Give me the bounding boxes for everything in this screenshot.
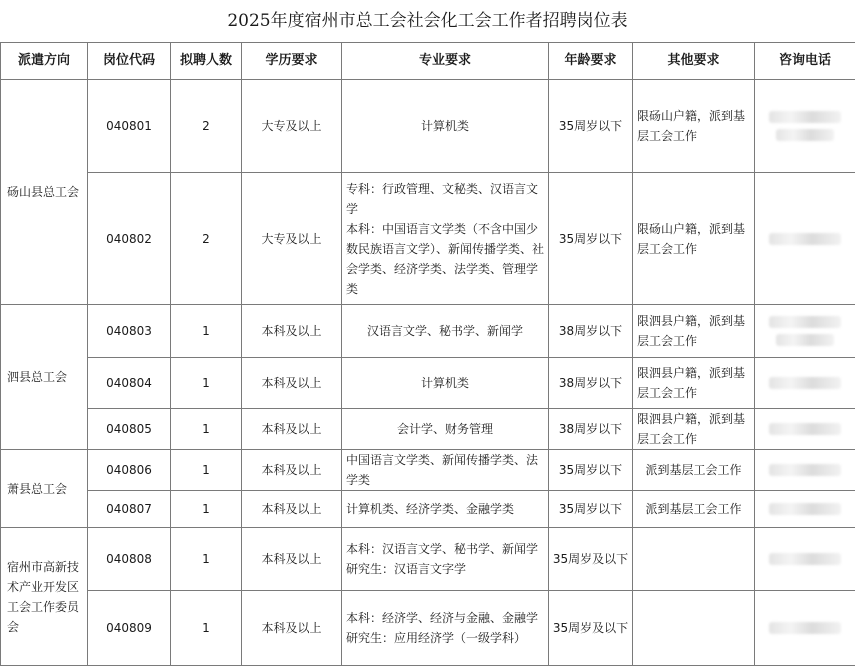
- cell-age: 38周岁以下: [549, 358, 633, 409]
- table-row: [1, 528, 855, 591]
- table-row: [1, 173, 855, 305]
- table-row: [1, 450, 855, 491]
- cell-phone-redacted: [755, 358, 855, 409]
- header-edu: 学历要求: [242, 43, 342, 80]
- cell-age: 38周岁以下: [549, 305, 633, 358]
- table-row: [1, 305, 855, 358]
- cell-phone-redacted: [755, 173, 855, 305]
- cell-other: 限砀山户籍，派到基层工会工作: [633, 80, 755, 173]
- cell-count: 1: [171, 358, 242, 409]
- cell-count: 1: [171, 450, 242, 491]
- cell-count: 1: [171, 591, 242, 666]
- cell-other: 限泗县户籍，派到基层工会工作: [633, 358, 755, 409]
- cell-edu: 大专及以上: [242, 80, 342, 173]
- cell-major: [342, 409, 549, 450]
- cell-count: 1: [171, 528, 242, 591]
- unit-xiaoxian: 萧县总工会: [1, 450, 88, 528]
- cell-edu: 本科及以上: [242, 591, 342, 666]
- redacted-phone: [769, 553, 841, 565]
- cell-other: 派到基层工会工作: [633, 491, 755, 528]
- cell-phone-redacted: [755, 80, 855, 173]
- redacted-phone: [776, 334, 834, 346]
- cell-other: [633, 591, 755, 666]
- redacted-phone: [769, 233, 841, 245]
- cell-edu: 大专及以上: [242, 173, 342, 305]
- cell-count: 1: [171, 409, 242, 450]
- header-other: 其他要求: [633, 43, 755, 80]
- major-line: 本科：中国语言文学类（不含中国少数民族语言文学）、新闻传播学类、社会学类、经济学类、法学类、管理学类: [346, 219, 546, 299]
- table-row: [1, 409, 855, 450]
- major-line: 本科：经济学、经济与金融、金融学: [346, 608, 546, 628]
- cell-code: 040805: [88, 409, 171, 450]
- major-line: 本科：汉语言文学、秘书学、新闻学: [346, 539, 546, 559]
- cell-phone-redacted: [755, 528, 855, 591]
- cell-edu: 本科及以上: [242, 409, 342, 450]
- cell-code: 040804: [88, 358, 171, 409]
- cell-edu: 本科及以上: [242, 491, 342, 528]
- unit-dangshan: 砀山县总工会: [1, 80, 88, 305]
- cell-age: 35周岁以下: [549, 173, 633, 305]
- cell-count: 1: [171, 491, 242, 528]
- major-line: 汉语言文学、秘书学、新闻学: [342, 321, 548, 341]
- header-code: 岗位代码: [88, 43, 171, 80]
- unit-sixian: 泗县总工会: [1, 305, 88, 450]
- cell-edu: 本科及以上: [242, 528, 342, 591]
- cell-age: 35周岁以下: [549, 491, 633, 528]
- header-row: [1, 43, 855, 80]
- cell-other: 限泗县户籍，派到基层工会工作: [633, 305, 755, 358]
- major-line: 研究生：应用经济学（一级学科）: [346, 628, 546, 648]
- cell-other: 派到基层工会工作: [633, 450, 755, 491]
- cell-major: [342, 305, 549, 358]
- table-row: [1, 358, 855, 409]
- redacted-phone: [776, 129, 834, 141]
- major-line: 会计学、财务管理: [342, 419, 548, 439]
- cell-major: [342, 173, 549, 305]
- header-phone: 咨询电话: [755, 43, 855, 80]
- cell-edu: 本科及以上: [242, 358, 342, 409]
- redacted-phone: [769, 423, 841, 435]
- major-line: 计算机类: [342, 373, 548, 393]
- cell-phone-redacted: [755, 491, 855, 528]
- cell-edu: 本科及以上: [242, 305, 342, 358]
- redacted-phone: [769, 111, 841, 123]
- header-count: 拟聘人数: [171, 43, 242, 80]
- cell-code: 040808: [88, 528, 171, 591]
- cell-major: [342, 358, 549, 409]
- cell-code: 040809: [88, 591, 171, 666]
- header-age: 年龄要求: [549, 43, 633, 80]
- cell-major: [342, 591, 549, 666]
- header-unit: 派遣方向: [1, 43, 88, 80]
- cell-major: [342, 80, 549, 173]
- major-line: 计算机类、经济学类、金融学类: [346, 499, 546, 519]
- cell-age: 35周岁以下: [549, 80, 633, 173]
- major-line: 中国语言文学类、新闻传播学类、法学类: [346, 450, 546, 490]
- cell-major: [342, 450, 549, 491]
- cell-other: [633, 528, 755, 591]
- redacted-phone: [769, 316, 841, 328]
- header-major: 专业要求: [342, 43, 549, 80]
- cell-major: [342, 528, 549, 591]
- cell-code: 040803: [88, 305, 171, 358]
- redacted-phone: [769, 464, 841, 476]
- major-line: 专科：行政管理、文秘类、汉语言文学: [346, 179, 546, 219]
- cell-other: 限泗县户籍，派到基层工会工作: [633, 409, 755, 450]
- redacted-phone: [769, 503, 841, 515]
- table-row: [1, 491, 855, 528]
- cell-age: 35周岁及以下: [549, 528, 633, 591]
- cell-age: 35周岁以下: [549, 450, 633, 491]
- major-line: 研究生：汉语言文字学: [346, 559, 546, 579]
- cell-other: 限砀山户籍，派到基层工会工作: [633, 173, 755, 305]
- cell-age: 38周岁以下: [549, 409, 633, 450]
- cell-phone-redacted: [755, 409, 855, 450]
- cell-edu: 本科及以上: [242, 450, 342, 491]
- table-row: [1, 80, 855, 173]
- major-line: 计算机类: [342, 116, 548, 136]
- unit-gaoxin: 宿州市高新技术产业开发区工会工作委员会: [1, 528, 88, 666]
- cell-code: 040807: [88, 491, 171, 528]
- cell-code: 040801: [88, 80, 171, 173]
- cell-code: 040802: [88, 173, 171, 305]
- recruitment-table: [0, 42, 855, 666]
- cell-age: 35周岁及以下: [549, 591, 633, 666]
- table-row: [1, 591, 855, 666]
- cell-code: 040806: [88, 450, 171, 491]
- cell-count: 2: [171, 80, 242, 173]
- cell-count: 2: [171, 173, 242, 305]
- redacted-phone: [769, 377, 841, 389]
- cell-count: 1: [171, 305, 242, 358]
- redacted-phone: [769, 622, 841, 634]
- cell-major: [342, 491, 549, 528]
- cell-phone-redacted: [755, 450, 855, 491]
- cell-phone-redacted: [755, 305, 855, 358]
- page-title: 2025年度宿州市总工会社会化工会工作者招聘岗位表: [0, 0, 855, 42]
- cell-phone-redacted: [755, 591, 855, 666]
